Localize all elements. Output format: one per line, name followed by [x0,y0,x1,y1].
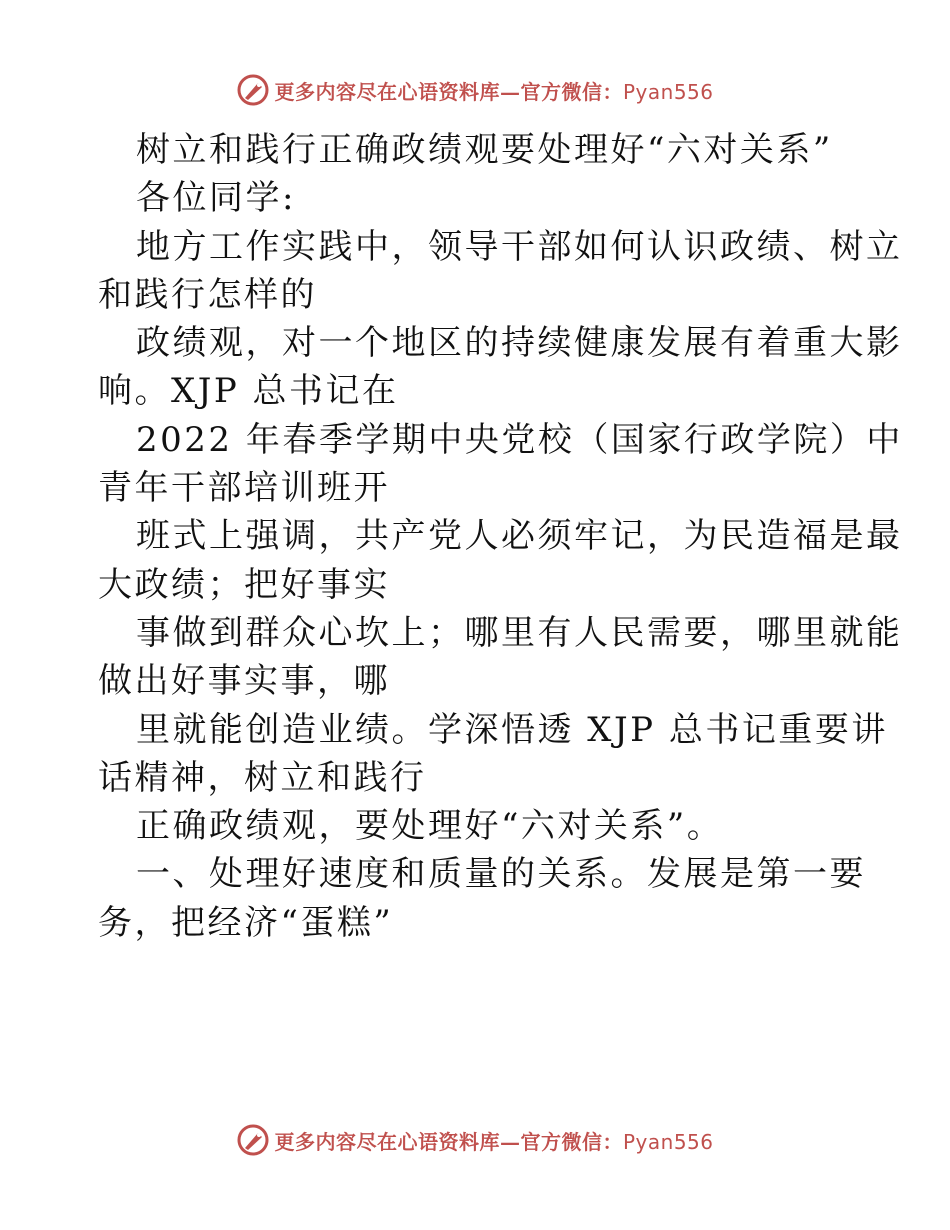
document-body [98,126,903,947]
paragraph-line: 2022 年春季学期中央党校（国家行政学院）中 [136,419,903,460]
salutation: 各位同学: [136,178,296,219]
paragraph-line: 地方工作实践中，领导干部如何认识政绩、树立 [136,226,903,267]
paragraph-line: 响。XJP 总书记在 [98,371,399,412]
paragraph-line: 政绩观，对一个地区的持续健康发展有着重大影 [136,323,903,364]
paragraph-line: 班式上强调，共产党人必须牢记，为民造福是最 [136,516,903,557]
header-watermark [0,70,950,110]
paragraph-line: 务，把经济“蛋糕” [98,902,394,943]
paragraph-line: 大政绩；把好事实 [98,564,390,605]
watermark-text: 更多内容尽在心语资料库—官方微信：Pyan556 [274,1129,714,1154]
paragraph-line: 正确政绩观，要处理好“六对关系”。 [136,806,724,847]
paragraph-line: 和践行怎样的 [98,274,317,315]
paragraph-line: 青年干部培训班开 [98,468,390,509]
watermark-text: 更多内容尽在心语资料库—官方微信：Pyan556 [274,79,714,104]
pen-nib-logo-icon [236,73,270,107]
paragraph-line: 事做到群众心坎上；哪里有人民需要，哪里就能 [136,612,903,653]
footer-watermark [0,1120,950,1160]
paragraph-line: 里就能创造业绩。学深悟透 XJP 总书记重要讲 [136,709,888,750]
paragraph-line: 做出好事实事，哪 [98,661,390,702]
section-heading-line: 一、处理好速度和质量的关系。发展是第一要 [136,854,866,895]
document-title: 树立和践行正确政绩观要处理好“六对关系” [136,130,833,170]
paragraph-line: 话精神，树立和践行 [98,757,427,798]
pen-nib-logo-icon [236,1123,270,1157]
